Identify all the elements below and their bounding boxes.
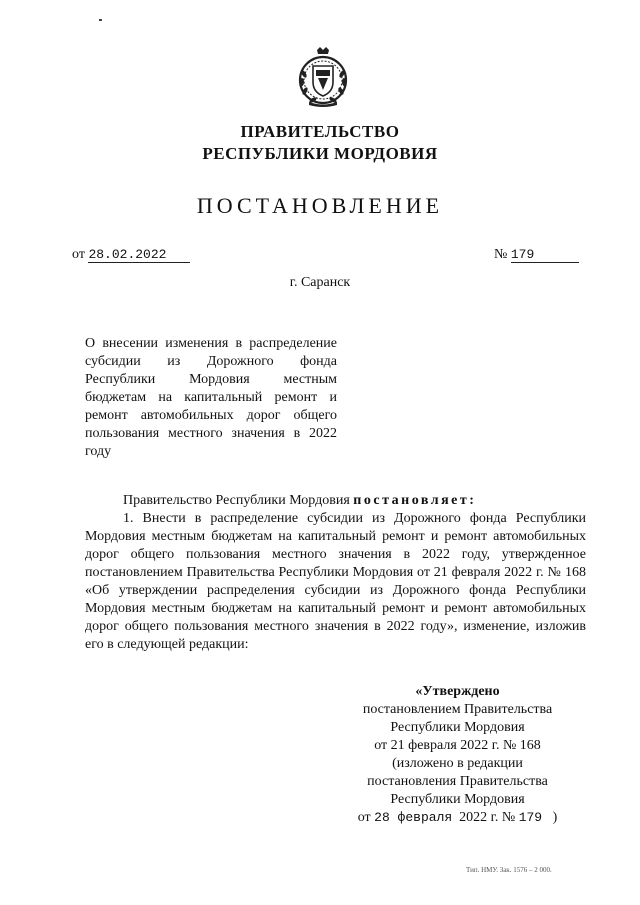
document-type-title: ПОСТАНОВЛЕНИЕ — [196, 193, 444, 218]
approved-line-7-prefix: от — [357, 810, 371, 825]
number-prefix: № — [494, 247, 508, 262]
approved-line-4: (изложено в редакции — [392, 756, 523, 771]
approved-line-1: постановлением Правительства — [362, 702, 553, 717]
approved-line-5: постановления Правительства — [367, 774, 548, 789]
document-subject: О внесении изменения в распределение субсидии из Дорожного фонда Республики Мордовия местным бюджетам на капитальный ремонт и ремонт автомобильных дорог общего пользования местного значения в 2022 году — [85, 336, 337, 459]
coat-of-arms-emblem — [296, 46, 350, 108]
document-body — [85, 492, 586, 654]
approved-line-7 — [330, 809, 585, 827]
republic-title: РЕСПУБЛИКИ МОРДОВИЯ — [202, 144, 438, 163]
approved-line-7-date: 28 февраля — [374, 810, 453, 825]
body-intro — [85, 492, 586, 510]
approved-line-6: Республики Мордовия — [390, 792, 525, 807]
city-name: г. Саранск — [289, 275, 351, 290]
scan-speck — [99, 19, 102, 21]
body-paragraph-1: 1. Внести в распределение субсидии из Дорожного фонда Республики Мордовия местным бюджетам на капитальный ремонт и ремонт автомобильных дорог общего пользования местного значения в 2022 году, утвержденное постановлением Правительства Республики Мордовия от 21 февраля 2022 г. № 168 «Об утверждении распределения субсидии из Дорожного фонда Республики Мордовия местным бюджетам на капитальный ремонт и ремонт автомобильных дорог общего пользования местного значения в 2022 году», изменение, изложив его в следующей редакции: — [85, 511, 586, 652]
approved-line-3: от 21 февраля 2022 г. № 168 — [374, 738, 541, 753]
approved-line-2: Республики Мордовия — [390, 720, 525, 735]
print-footer: Тип. НМУ. Зак. 1576 – 2 000. — [466, 866, 552, 874]
date-prefix: от — [72, 247, 85, 262]
approval-block — [330, 683, 585, 827]
approved-line-7-mid: 2022 г. № — [459, 810, 516, 825]
intro-text: Правительство Республики Мордовия — [123, 493, 350, 508]
number-line — [494, 247, 579, 263]
government-title: ПРАВИТЕЛЬСТВО — [240, 122, 400, 141]
approved-line-7-close: ) — [552, 810, 558, 825]
document-number: 179 — [511, 248, 579, 263]
intro-spaced-verb: постановляет: — [353, 493, 477, 508]
approved-line-7-number: 179 — [518, 810, 543, 825]
approved-title: «Утверждено — [415, 684, 500, 699]
document-date: 28.02.2022 — [88, 248, 190, 263]
date-line — [72, 247, 190, 263]
